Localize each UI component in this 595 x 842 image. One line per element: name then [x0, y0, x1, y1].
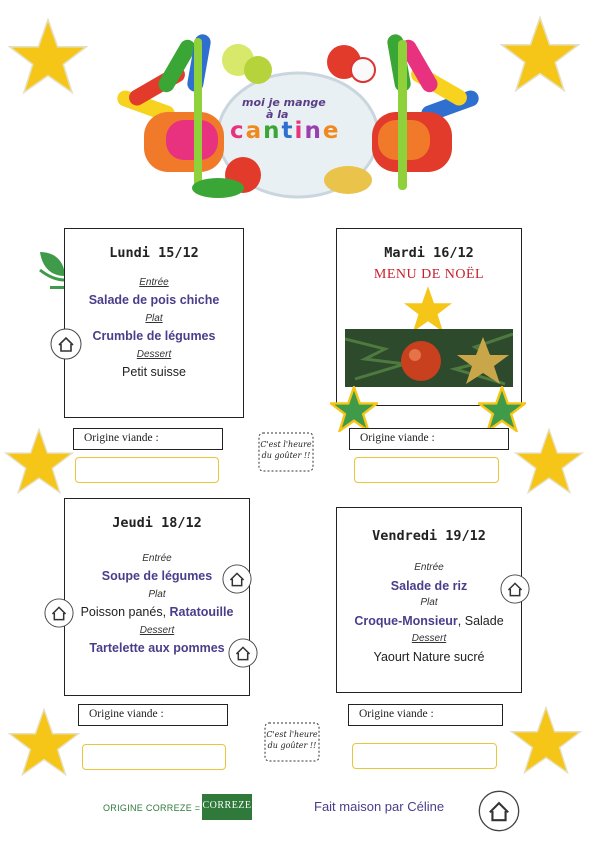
origine-viande-box: Origine viande :	[349, 428, 509, 450]
plat-dish-part: , Salade	[457, 614, 504, 628]
origine-viande-value-box	[75, 457, 219, 483]
gouter-line-1: C'est l'heure	[260, 440, 312, 449]
star-icon	[4, 428, 74, 494]
entree-dish: Salade de riz	[390, 579, 468, 593]
cantine-banner-illustration	[108, 20, 488, 200]
dessert-label: Dessert	[136, 349, 172, 360]
origine-viande-box: Origine viande :	[78, 704, 228, 726]
cantine-letter: t	[281, 118, 295, 144]
gouter-line-2: du goûter !!	[261, 451, 311, 460]
cantine-letter: e	[322, 118, 341, 144]
origine-viande-value-box	[354, 457, 499, 483]
entree-dish: Soupe de légumes	[101, 569, 213, 583]
plat-dish-part: Poisson panés,	[80, 605, 170, 619]
plat-dish-part: Croque-Monsieur	[354, 614, 458, 628]
entree-label: Entrée	[139, 277, 169, 288]
star-icon	[510, 706, 582, 774]
star-icon	[330, 386, 378, 432]
dessert-label: Dessert	[139, 625, 175, 636]
menu-card-mardi	[336, 228, 522, 406]
star-icon	[478, 386, 526, 432]
fait-maison-badge-icon	[44, 598, 74, 628]
plat-dish	[65, 605, 249, 619]
day-title: Mardi 16/12	[384, 245, 474, 261]
stamp-border	[258, 432, 314, 472]
origine-viande-value-box	[352, 743, 497, 769]
header-banner	[108, 20, 488, 200]
footer-fait-maison: Fait maison par Céline	[314, 799, 445, 814]
banner-cantine-word	[230, 118, 340, 144]
cantine-letter: a	[245, 118, 264, 144]
star-icon	[8, 18, 88, 94]
plat-label: Plat	[148, 589, 166, 600]
plat-label: Plat	[145, 313, 163, 324]
christmas-ornament-image	[345, 329, 513, 387]
cantine-letter: n	[263, 118, 282, 144]
banner-line-2: à la	[266, 108, 289, 121]
gouter-line-2: du goûter !!	[267, 741, 317, 750]
day-title: Vendredi 19/12	[372, 528, 486, 544]
day-title: Jeudi 18/12	[112, 515, 202, 531]
menu-noel-subtitle: MENU DE NOËL	[373, 267, 485, 282]
menu-card-jeudi	[64, 498, 250, 696]
origine-viande-value-box	[82, 744, 226, 770]
dessert-dish: Petit suisse	[122, 365, 186, 379]
cantine-letter: c	[230, 118, 246, 144]
footer-origine-correze: ORIGINE CORREZE =	[103, 803, 201, 813]
menu-card-vendredi	[336, 507, 522, 693]
fait-maison-badge-icon	[500, 574, 530, 604]
star-icon	[403, 285, 453, 333]
gouter-stamp	[264, 722, 320, 762]
cantine-letter: n	[304, 118, 323, 144]
star-icon	[8, 708, 80, 776]
entree-label: Entrée	[142, 553, 172, 564]
fait-maison-badge-icon	[228, 638, 258, 668]
dessert-dish: Yaourt Nature sucré	[373, 650, 485, 664]
left-hand-icon	[115, 33, 224, 172]
gouter-line-1: C'est l'heure	[266, 730, 318, 739]
star-icon	[500, 16, 580, 92]
origine-viande-box: Origine viande :	[73, 428, 223, 450]
correze-logo: CORREZE	[202, 794, 252, 820]
entree-dish: Salade de pois chiche	[88, 293, 220, 307]
plat-dish	[337, 614, 521, 628]
star-icon	[514, 428, 584, 494]
plat-label: Plat	[420, 597, 438, 608]
entree-label: Entrée	[414, 562, 444, 573]
dessert-label: Dessert	[411, 633, 447, 644]
plat-dish: Crumble de légumes	[92, 329, 216, 343]
banner-line-1: moi je mange	[242, 96, 326, 109]
day-title: Lundi 15/12	[109, 245, 199, 261]
cantine-letter: i	[294, 118, 305, 144]
right-hand-icon	[372, 33, 481, 172]
stamp-border	[264, 722, 320, 762]
plat-dish-part: Ratatouille	[169, 605, 234, 619]
dessert-dish: Tartelette aux pommes	[89, 641, 225, 655]
fait-maison-badge-icon	[222, 564, 252, 594]
fait-maison-badge-icon	[478, 790, 520, 832]
menu-card-lundi	[64, 228, 244, 418]
fait-maison-badge-icon	[50, 328, 82, 360]
gouter-stamp	[258, 432, 314, 472]
origine-viande-box: Origine viande :	[348, 704, 503, 726]
